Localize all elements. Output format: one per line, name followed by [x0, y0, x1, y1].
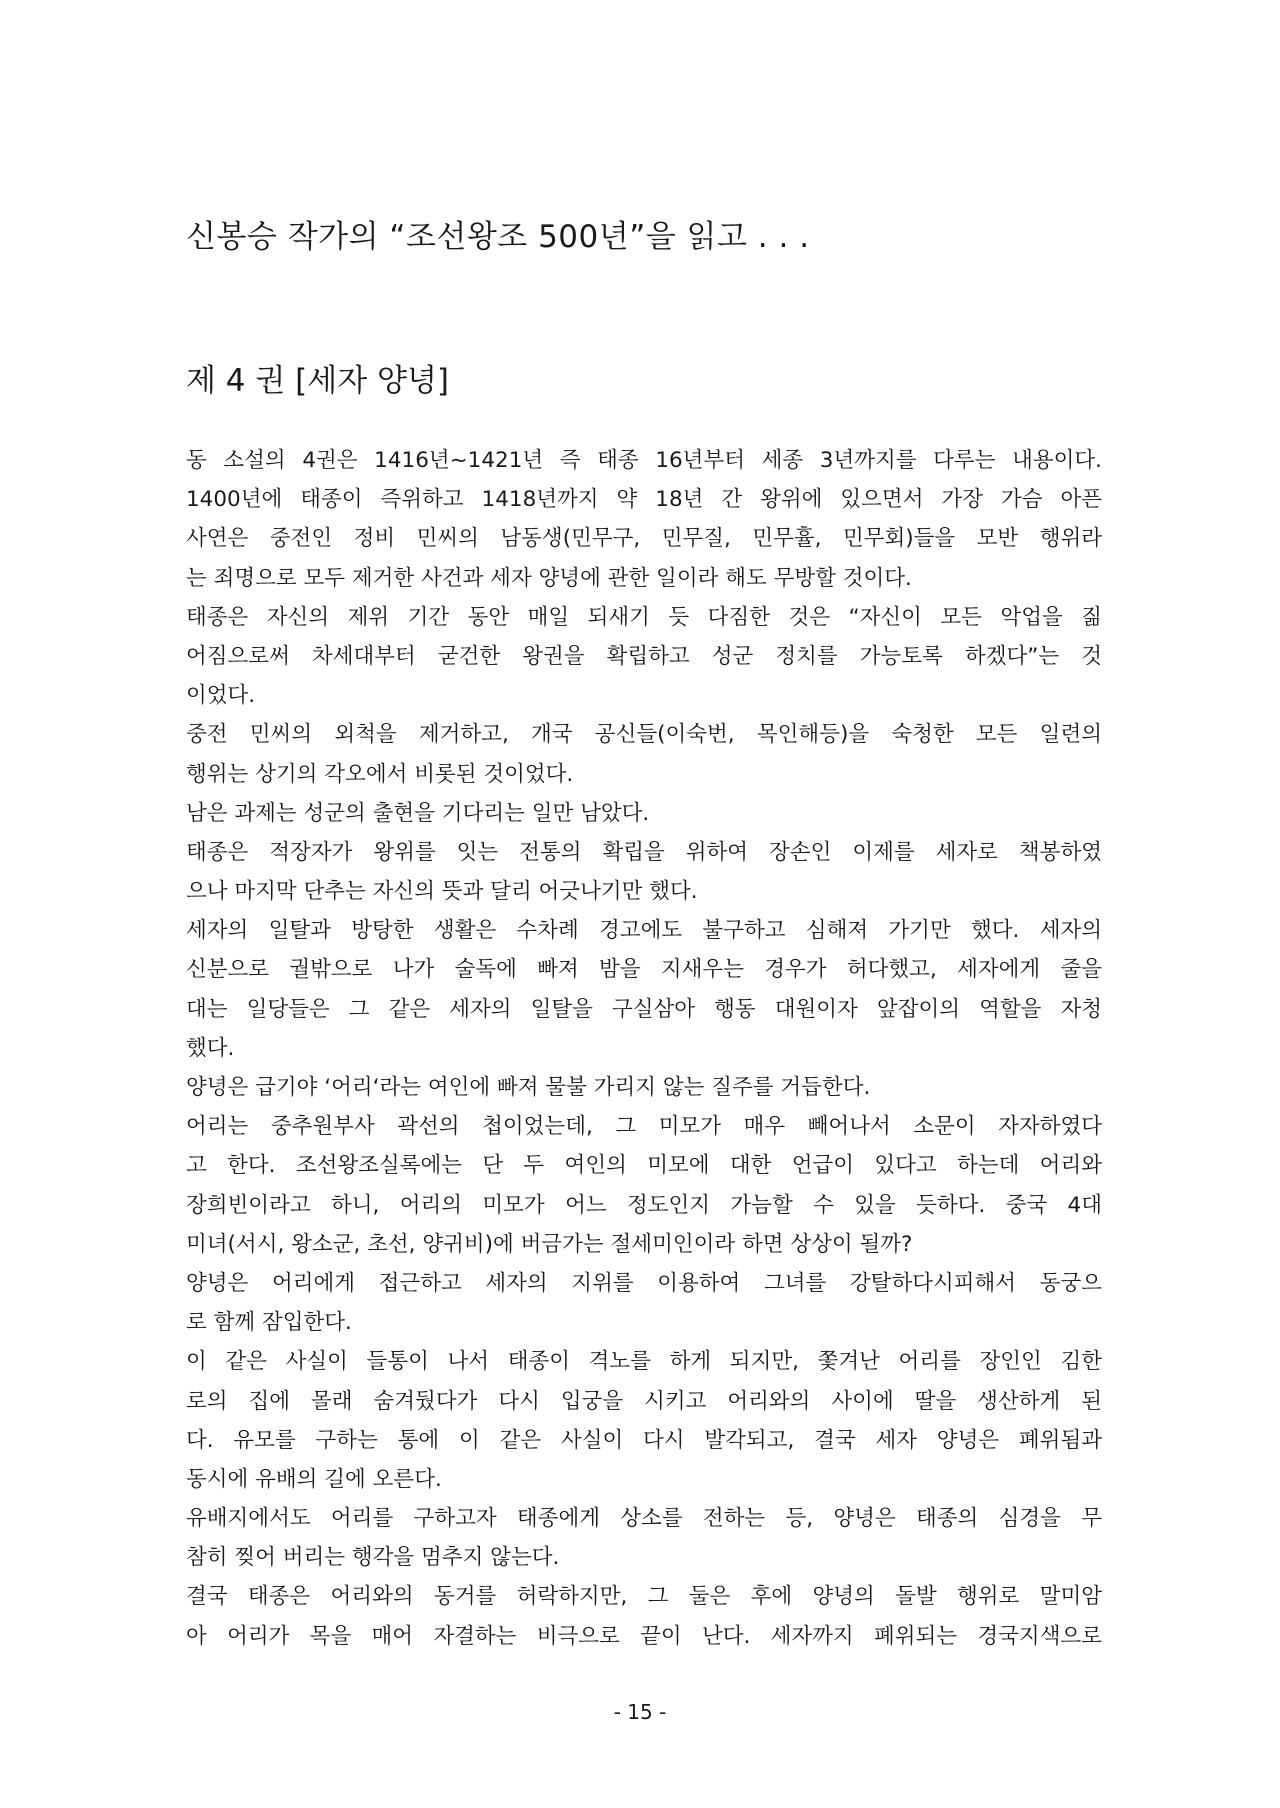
body-line: 1400년에 태종이 즉위하고 1418년까지 약 18년 간 왕위에 있으면서 가장 가슴 아픈	[186, 487, 1102, 513]
volume-heading: 제 4 권 [세자 양녕]	[186, 363, 450, 399]
body-line: 태종은 자신의 제위 기간 동안 매일 되새기 듯 다짐한 것은 “자신이 모든 악업을 짊	[186, 604, 1102, 630]
body-line: 사연은 중전인 정비 민씨의 남동생(민무구, 민무질, 민무휼, 민무회)들을 모반 행위라	[186, 526, 1102, 552]
body-line: 장희빈이라고 하니, 어리의 미모가 어느 정도인지 가늠할 수 있을 듯하다. 중국 4대	[186, 1192, 1102, 1218]
body-line: 양녕은 어리에게 접근하고 세자의 지위를 이용하여 그녀를 강탈하다시피해서 동궁으	[186, 1270, 1102, 1296]
body-line: 참히 찢어 버리는 행각을 멈추지 않는다.	[186, 1545, 560, 1571]
body-line: 어짐으로써 차세대부터 굳건한 왕권을 확립하고 성군 정치를 가능토록 하겠다”는 것	[186, 643, 1102, 669]
body-line: 태종은 적장자가 왕위를 잇는 전통의 확립을 위하여 장손인 이제를 세자로 책봉하였	[186, 839, 1102, 865]
body-line: 다. 유모를 구하는 통에 이 같은 사실이 다시 발각되고, 결국 세자 양녕은 폐위됨과	[186, 1427, 1102, 1453]
body-text	[186, 441, 1102, 1656]
body-line: 신분으로 궐밖으로 나가 술독에 빠져 밤을 지새우는 경우가 허다했고, 세자에게 줄을	[186, 957, 1102, 983]
page-number: - 15 -	[613, 1700, 667, 1724]
body-line: 했다.	[186, 1035, 235, 1061]
body-line: 행위는 상기의 각오에서 비롯된 것이었다.	[186, 761, 574, 787]
body-line: 어리는 중추원부사 곽선의 첩이었는데, 그 미모가 매우 빼어나서 소문이 자자하였다	[186, 1114, 1102, 1140]
body-line: 유배지에서도 어리를 구하고자 태종에게 상소를 전하는 등, 양녕은 태종의 심경을 무	[186, 1506, 1102, 1532]
body-line: 아 어리가 목을 매어 자결하는 비극으로 끝이 난다. 세자까지 폐위되는 경국지색으로	[186, 1623, 1102, 1649]
body-line: 세자의 일탈과 방탕한 생활은 수차례 경고에도 불구하고 심해져 가기만 했다. 세자의	[186, 918, 1102, 944]
body-line: 이 같은 사실이 들통이 나서 태종이 격노를 하게 되지만, 쫓겨난 어리를 장인인 김한	[186, 1349, 1102, 1375]
document-title: 신봉승 작가의 “조선왕조 500년”을 읽고 . . .	[186, 219, 810, 255]
body-line: 이었다.	[186, 683, 256, 709]
body-line: 으나 마지막 단추는 자신의 뜻과 달리 어긋나기만 했다.	[186, 879, 698, 905]
body-line: 대는 일당들은 그 같은 세자의 일탈을 구실삼아 행동 대원이자 앞잡이의 역할을 자청	[186, 996, 1102, 1022]
body-line: 중전 민씨의 외척을 제거하고, 개국 공신들(이숙번, 목인해등)을 숙청한 모든 일련의	[186, 722, 1102, 748]
body-line: 양녕은 급기야 ‘어리‘라는 여인에 빠져 물불 가리지 않는 질주를 거듭한다.	[186, 1075, 871, 1100]
body-line: 결국 태종은 어리와의 동거를 허락하지만, 그 둘은 후에 양녕의 돌발 행위로 말미암	[186, 1584, 1102, 1610]
body-line: 고 한다. 조선왕조실록에는 단 두 여인의 미모에 대한 언급이 있다고 하는데 어리와	[186, 1153, 1102, 1179]
body-line: 는 죄명으로 모두 제거한 사건과 세자 양녕에 관한 일이라 해도 무방할 것이다.	[186, 565, 912, 591]
body-line: 동 소설의 4권은 1416년~1421년 즉 태종 16년부터 세종 3년까지를 다루는 내용이다.	[186, 448, 1102, 473]
body-line: 동시에 유배의 길에 오른다.	[186, 1466, 442, 1492]
body-line: 미녀(서시, 왕소군, 초선, 양귀비)에 버금가는 절세미인이라 하면 상상이 될까?	[186, 1231, 913, 1257]
body-line: 남은 과제는 성군의 출현을 기다리는 일만 남았다.	[186, 800, 650, 826]
body-line: 로의 집에 몰래 숨겨뒀다가 다시 입궁을 시키고 어리와의 사이에 딸을 생산하게 된	[186, 1388, 1102, 1414]
body-line: 로 함께 잠입한다.	[186, 1310, 352, 1336]
